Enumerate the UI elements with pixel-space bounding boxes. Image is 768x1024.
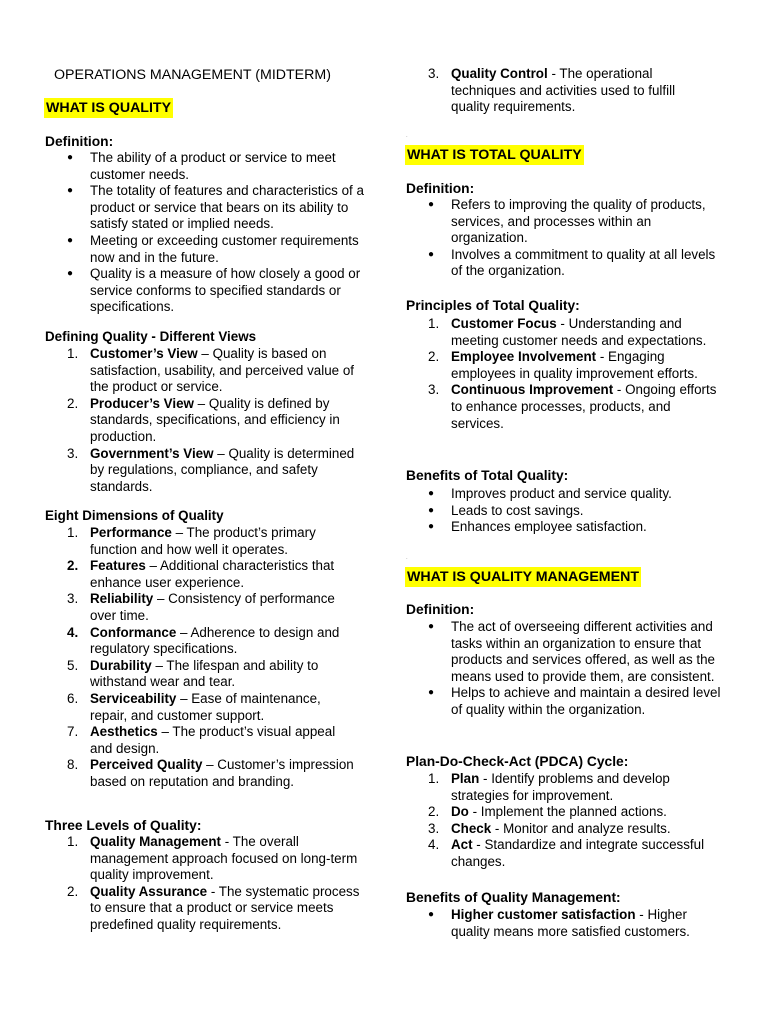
list-item: 4. Conformance – Adherence to design and regulatory specifications.: [67, 624, 340, 657]
list-item: 1. Performance – The product’s primary function and how well it operates.: [67, 525, 316, 557]
list-item: 3. Government’s View – Quality is determined by regulations, compliance, and safety standards.: [67, 445, 355, 494]
principles-heading: Principles of Total Quality:: [406, 298, 580, 313]
list-item: 1. Customer Focus - Understanding and meeting customer needs and expectations.: [428, 316, 707, 348]
definition-label: Definition:: [406, 181, 475, 196]
pdca-list: [406, 771, 706, 871]
list-item: 2. Quality Assurance - The systematic process to ensure that a product or service meets predefined quality requirements.: [67, 883, 360, 932]
section-heading-what-is-quality: WHAT IS QUALITY: [46, 100, 172, 116]
list-item: 8. Perceived Quality – Customer’s impression based on reputation and branding.: [67, 757, 354, 789]
list-item: ● Meeting or exceeding customer requirements now and in the future.: [45, 233, 375, 266]
quality-definition-list: [45, 150, 375, 316]
list-item: ● Improves product and service quality.: [406, 486, 726, 503]
list-item: ● Quality is a measure of how closely a good or service conforms to specified standards or specifications.: [45, 266, 375, 316]
list-item: 7. Aesthetics – The product’s visual appeal and design.: [67, 724, 336, 756]
total-quality-definition-list: [406, 197, 724, 280]
qm-benefits-heading: Benefits of Quality Management:: [406, 890, 621, 905]
definition-label: Definition:: [406, 602, 475, 617]
section-heading-what-is-total-quality: WHAT IS TOTAL QUALITY: [407, 147, 582, 163]
list-item: ● Involves a commitment to quality at all levels of the organization.: [406, 247, 724, 280]
list-item: 1. Quality Management - The overall management approach focused on long-term quality improvement.: [67, 834, 358, 883]
qm-benefits-list: [406, 907, 726, 940]
levels-heading: Three Levels of Quality:: [45, 818, 202, 833]
definition-label: Definition:: [45, 134, 114, 149]
list-item: ● Leads to cost savings.: [406, 503, 726, 520]
list-item: 3. Reliability – Consistency of performance over time.: [67, 591, 335, 623]
stray-mark: .: [406, 555, 408, 561]
tq-benefits-heading: Benefits of Total Quality:: [406, 468, 569, 483]
pdca-heading: Plan-Do-Check-Act (PDCA) Cycle:: [406, 754, 629, 769]
list-item: 1. Plan - Identify problems and develop strategies for improvement.: [428, 771, 670, 803]
list-item: ● Higher customer satisfaction - Higher quality means more satisfied customers.: [406, 907, 726, 940]
principles-list: [406, 316, 726, 432]
list-item: 3. Check - Monitor and analyze results.: [428, 820, 671, 836]
list-item: ● The act of overseeing different activities and tasks within an organization to ensure that products and services offered, as well as the means used to provide them, are consistent.: [406, 619, 726, 685]
views-heading: Defining Quality - Different Views: [45, 329, 257, 344]
list-item: 5. Durability – The lifespan and ability to withstand wear and tear.: [67, 657, 319, 690]
list-item: 2. Producer’s View – Quality is defined by standards, specifications, and efficiency in production.: [67, 395, 340, 444]
qm-definition-list: [406, 619, 726, 719]
levels-list: [45, 834, 360, 934]
list-item: 6. Serviceability – Ease of maintenance, repair, and customer support.: [67, 690, 321, 723]
list-item: 3. Quality Control - The operational techniques and activities used to fulfill quality requirements.: [428, 66, 676, 115]
list-item: 4. Act - Standardize and integrate successful changes.: [428, 837, 705, 869]
section-heading-what-is-quality-management: WHAT IS QUALITY MANAGEMENT: [407, 569, 639, 585]
views-list: [45, 346, 365, 495]
dimensions-heading: Eight Dimensions of Quality: [45, 508, 224, 523]
list-item: 1. Customer’s View – Quality is based on satisfaction, usability, and perceived value of the product or service.: [67, 346, 354, 395]
list-item: 3. Continuous Improvement - Ongoing efforts to enhance processes, products, and services.: [428, 382, 717, 431]
list-item: ● The ability of a product or service to meet customer needs.: [45, 150, 375, 183]
dimensions-list: [45, 525, 355, 791]
list-item: ● Enhances employee satisfaction.: [406, 519, 726, 536]
tq-benefits-list: [406, 486, 726, 536]
list-item: ● The totality of features and characteristics of a product or service that bears on its ability to satisfy stated or implied needs.: [45, 183, 375, 233]
levels-list-continued: [406, 66, 716, 116]
list-item: 2. Do - Implement the planned actions.: [428, 804, 667, 820]
list-item: ● Refers to improving the quality of products, services, and processes within an organization.: [406, 197, 724, 247]
list-item: 2. Employee Involvement - Engaging employees in quality improvement efforts.: [428, 349, 698, 381]
document-title: OPERATIONS MANAGEMENT (MIDTERM): [54, 67, 331, 83]
list-item: 2. Features – Additional characteristics that enhance user experience.: [67, 558, 335, 590]
stray-mark: .: [406, 133, 408, 139]
list-item: ● Helps to achieve and maintain a desired level of quality within the organization.: [406, 685, 726, 718]
